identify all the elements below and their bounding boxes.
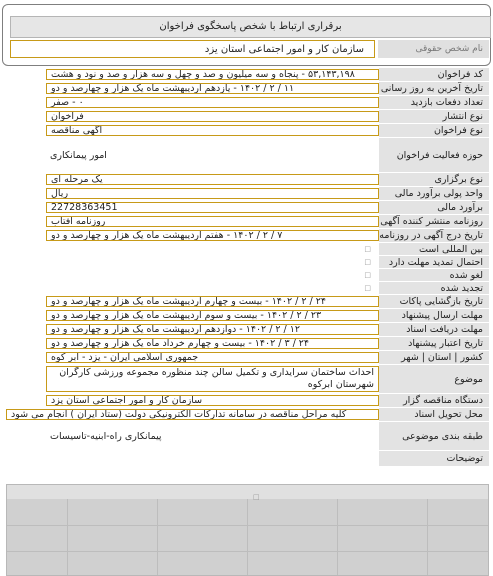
detail-label: کد فراخوان <box>379 68 489 81</box>
grid-divider <box>247 499 248 575</box>
detail-row <box>6 365 489 394</box>
detail-row <box>6 173 489 187</box>
grid-divider <box>337 499 338 575</box>
detail-value: روزنامه آفتاب <box>46 216 379 227</box>
detail-label: تجدید شده <box>379 282 489 294</box>
detail-label: نوع فراخوان <box>379 124 489 137</box>
detail-label: موضوع <box>379 365 489 393</box>
checkbox-icon: □ <box>364 245 371 253</box>
grid-divider <box>427 499 428 575</box>
detail-label: نوع برگزاری <box>379 173 489 186</box>
detail-row <box>6 96 489 110</box>
detail-row <box>6 82 489 96</box>
contact-row <box>10 40 489 58</box>
detail-value: 22728363451 <box>46 202 379 213</box>
detail-row <box>6 110 489 124</box>
detail-label: کشور | استان | شهر <box>379 351 489 364</box>
detail-value: امور پیمانکاری <box>50 149 107 161</box>
detail-row <box>6 201 489 215</box>
detail-row <box>6 243 489 256</box>
detail-value: فراخوان <box>46 111 379 122</box>
checkbox-icon: □ <box>364 258 371 266</box>
detail-row <box>6 187 489 201</box>
detail-label: طبقه بندی موضوعی <box>379 422 489 450</box>
detail-row <box>6 215 489 229</box>
contact-label: نام شخص حقوقی <box>378 40 489 58</box>
detail-label: مهلت دریافت اسناد <box>379 323 489 336</box>
detail-value: ۰ - صفر <box>46 97 379 108</box>
detail-value: ۷ / ۲ / ۱۴۰۲ - هفتم اردیبهشت ماه یک هزار و چهارصد و دو <box>46 230 379 241</box>
detail-value: ۵۳,۱۴۳,۱۹۸ - پنجاه و سه میلیون و صد و چهل و سه هزار و صد و نود و هشت <box>46 69 379 80</box>
detail-row <box>6 408 489 422</box>
detail-row <box>6 323 489 337</box>
checkbox-icon: □ <box>364 284 371 292</box>
detail-value: آگهی مناقصه <box>46 125 379 136</box>
contact-panel-title: برقراری ارتباط با شخص پاسخگوی فراخوان <box>10 16 491 38</box>
detail-label: لغو شده <box>379 269 489 281</box>
detail-label: محل تحویل اسناد <box>379 408 489 421</box>
detail-row <box>6 269 489 282</box>
detail-row <box>6 229 489 243</box>
detail-value: جمهوری اسلامی ایران - یزد - ابر کوه <box>46 352 379 363</box>
detail-label: واحد پولی برآورد مالی <box>379 187 489 200</box>
detail-value: سازمان کار و امور اجتماعی استان یزد <box>46 395 379 406</box>
detail-label: تاریخ بازگشایی پاکات <box>379 295 489 308</box>
detail-label: دستگاه مناقصه گزار <box>379 394 489 407</box>
detail-label: احتمال تمدید مهلت دارد <box>379 256 489 268</box>
detail-label: حوزه فعالیت فراخوان <box>379 138 489 172</box>
contact-panel <box>2 4 491 66</box>
detail-row <box>6 68 489 82</box>
detail-value: ۱۲ / ۲ / ۱۴۰۲ - دوازدهم اردیبهشت ماه یک هزار و چهارصد و دو <box>46 324 379 335</box>
detail-label: تعداد دفعات بازدید <box>379 96 489 109</box>
detail-value: احداث ساختمان سرایداری و تکمیل سالن چند منظوره مجموعه ورزشی کارگران شهرستان ابرکوه <box>46 366 379 392</box>
footer-panel <box>6 484 489 576</box>
grid-divider <box>67 499 68 575</box>
detail-label: نوع انتشار <box>379 110 489 123</box>
detail-row <box>6 351 489 365</box>
detail-row <box>6 394 489 408</box>
detail-label: توضیحات <box>379 451 489 466</box>
detail-value: کلیه مراحل مناقصه در سامانه تدارکات الکترونیکی دولت (ستاد ایران ) انجام می شود <box>6 409 379 420</box>
detail-row <box>6 256 489 269</box>
detail-label: بین المللی است <box>379 243 489 255</box>
grid-divider <box>157 499 158 575</box>
detail-value: ۲۴ / ۳ / ۱۴۰۲ - بیست و چهارم خرداد ماه یک هزار و چهارصد و دو <box>46 338 379 349</box>
detail-row <box>6 337 489 351</box>
detail-row <box>6 422 489 451</box>
contact-value: سازمان کار و امور اجتماعی استان یزد <box>10 40 375 58</box>
footer-bar <box>7 485 488 499</box>
detail-label: روزنامه منتشر کننده آگهی <box>379 215 489 228</box>
tender-details-table <box>6 68 489 467</box>
detail-label: تاریخ اعتبار پیشنهاد <box>379 337 489 350</box>
detail-value: ۱۱ / ۲ / ۱۴۰۲ - یازدهم اردیبهشت ماه یک هزار و چهارصد و دو <box>46 83 379 94</box>
detail-label: برآورد مالی <box>379 201 489 214</box>
detail-row <box>6 309 489 323</box>
detail-label: تاریخ آخرین به روز رسانی <box>379 82 489 95</box>
detail-label: مهلت ارسال پیشنهاد <box>379 309 489 322</box>
detail-row <box>6 124 489 138</box>
detail-row <box>6 295 489 309</box>
detail-value: پیمانکاری راه-ابنیه-تاسیسات <box>50 430 162 442</box>
detail-value: ۲۴ / ۲ / ۱۴۰۲ - بیست و چهارم اردیبهشت ماه یک هزار و چهارصد و دو <box>46 296 379 307</box>
footer-marker-icon: □ <box>253 493 260 501</box>
detail-row <box>6 138 489 173</box>
detail-value: ۲۳ / ۲ / ۱۴۰۲ - بیست و سوم اردیبهشت ماه یک هزار و چهارصد و دو <box>46 310 379 321</box>
detail-value: یک مرحله ای <box>46 174 379 185</box>
detail-row <box>6 451 489 467</box>
detail-label: تاریخ درج آگهی در روزنامه <box>379 229 489 242</box>
detail-value: ریال <box>46 188 379 199</box>
checkbox-icon: □ <box>364 271 371 279</box>
detail-row <box>6 282 489 295</box>
